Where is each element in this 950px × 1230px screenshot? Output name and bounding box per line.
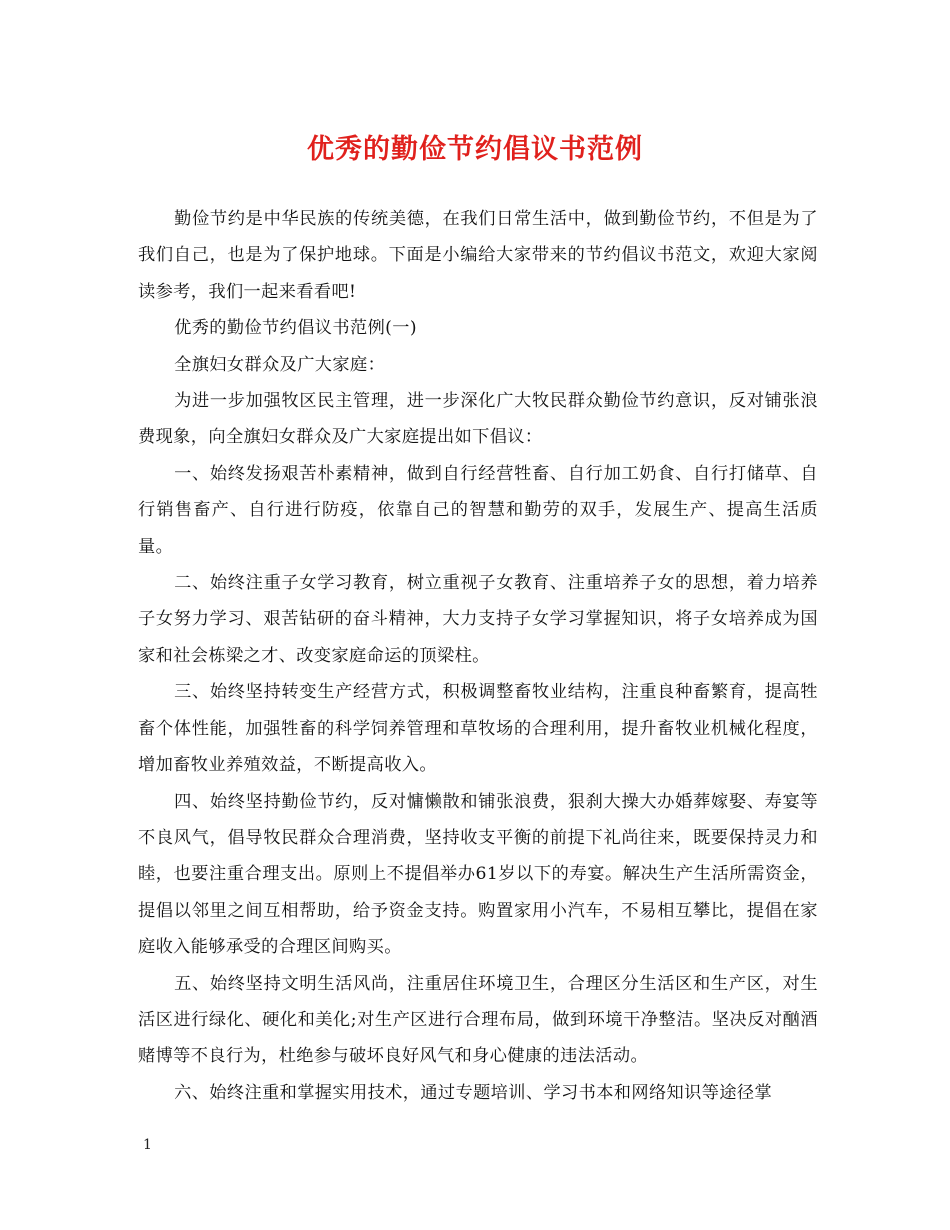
document-title: 优秀的勤俭节约倡议书范例 xyxy=(307,134,643,165)
paragraph-preamble: 为进一步加强牧区民主管理，进一步深化广大牧民群众勤俭节约意识，反对铺张浪费现象，向全旗妇女群众及广大家庭提出如下倡议： xyxy=(138,391,818,448)
paragraph-subtitle: 优秀的勤俭节约倡议书范例(一) xyxy=(174,318,417,339)
paragraph-salutation: 全旗妇女群众及广大家庭： xyxy=(174,354,386,375)
paragraph-intro: 勤俭节约是中华民族的传统美德，在我们日常生活中，做到勤俭节约，不但是为了我们自己，也是为了保护地球。下面是小编给大家带来的节约倡议书范文，欢迎大家阅读参考，我们一起来看看吧! xyxy=(138,209,818,302)
page-number: 1 xyxy=(143,1137,152,1153)
paragraph-item-1: 一、始终发扬艰苦朴素精神，做到自行经营牲畜、自行加工奶食、自行打储草、自行销售畜产、自行进行防疫，依靠自己的智慧和勤劳的双手，发展生产、提高生活质量。 xyxy=(138,463,818,557)
document-body xyxy=(138,201,818,1111)
paragraph-item-3: 三、始终坚持转变生产经营方式，积极调整畜牧业结构，注重良种畜繁育，提高牲畜个体性能，加强牲畜的科学饲养管理和草牧场的合理利用，提升畜牧业机械化程度，增加畜牧业养殖效益，不断提高收入。 xyxy=(138,682,818,776)
paragraph-item-4: 四、始终坚持勤俭节约，反对慵懒散和铺张浪费，狠刹大操大办婚葬嫁娶、寿宴等不良风气，倡导牧民群众合理消费，坚持收支平衡的前提下礼尚往来，既要保持灵力和睦，也要注重合理支出。原则上不提倡举办61岁以下的寿宴。解决生产生活所需资金，提倡以邻里之间互相帮助，给予资金支持。购置家用小汽车，不易相互攀比，提倡在家庭收入能够承受的合理区间购买。 xyxy=(138,791,818,958)
paragraph-item-6: 六、始终注重和掌握实用技术，通过专题培训、学习书本和网络知识等途径掌 xyxy=(174,1082,773,1103)
paragraph-item-2: 二、始终注重子女学习教育，树立重视子女教育、注重培养子女的思想，着力培养子女努力学习、艰苦钻研的奋斗精神，大力支持子女学习掌握知识，将子女培养成为国家和社会栋梁之才、改变家庭命运的顶梁柱。 xyxy=(138,573,818,666)
paragraph-item-5: 五、始终坚持文明生活风尚，注重居住环境卫生，合理区分生活区和生产区，对生活区进行绿化、硬化和美化;对生产区进行合理布局，做到环境干净整洁。坚决反对酗酒赌博等不良行为，杜绝参与破坏良好风气和身心健康的违法活动。 xyxy=(138,973,818,1067)
